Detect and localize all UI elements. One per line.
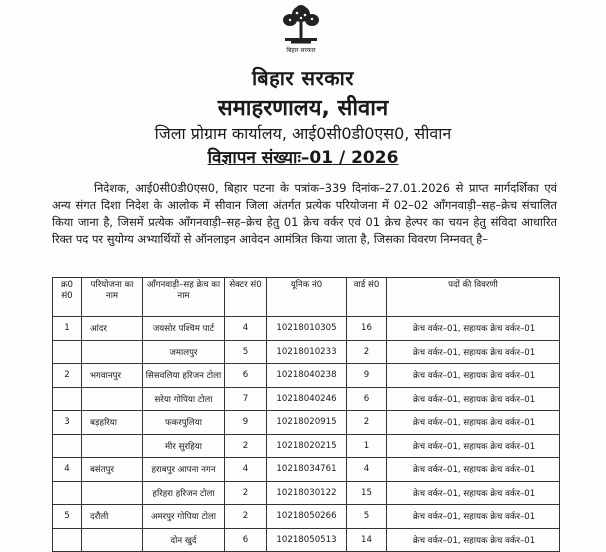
column-header: क्र0 सं0: [53, 278, 82, 317]
office-title: समाहरणालय, सीवान: [217, 96, 389, 121]
table-cell: क्रेच वर्कर–01, सहायक क्रेच वर्कर–01: [387, 505, 560, 529]
table-row: [53, 317, 560, 341]
table-cell: सरेया गोपिया टोला: [143, 387, 225, 411]
table-cell: 5: [225, 340, 267, 364]
advertisement-number: विज्ञापन संख्याः–01 / 2026: [207, 148, 399, 168]
table-row: [53, 387, 560, 411]
table-cell: 1: [347, 434, 387, 458]
table-cell: [53, 340, 82, 364]
table-cell: सिसवलिया हरिजन टोला: [143, 364, 225, 388]
table-cell: क्रेच वर्कर–01, सहायक क्रेच वर्कर–01: [387, 340, 560, 364]
table-cell: 10218010233: [267, 340, 347, 364]
table-cell: 2: [225, 434, 267, 458]
table-row: [53, 434, 560, 458]
table-row: [53, 411, 560, 435]
table-cell: [82, 340, 143, 364]
table-cell: 5: [347, 505, 387, 529]
table-cell: [82, 387, 143, 411]
table-header-row: [53, 278, 560, 317]
department-title: जिला प्रोग्राम कार्यालय, आई0सी0डी0एस0, सीवान: [154, 124, 452, 143]
table-cell: 10218050513: [267, 528, 347, 552]
table-cell: अमरपुर गोपिया टोला: [143, 505, 225, 529]
table-cell: 10218034761: [267, 458, 347, 482]
table-cell: 2: [225, 505, 267, 529]
bihar-emblem: [271, 4, 331, 58]
table-cell: हरिहरा हरिजन टोला: [143, 481, 225, 505]
table-cell: [82, 434, 143, 458]
column-header: आँगनवाड़ी–सह क्रेच का नाम: [143, 278, 225, 317]
table-cell: 10218010305: [267, 317, 347, 341]
table-cell: 1: [53, 317, 82, 341]
table-cell: फकरपुलिया: [143, 411, 225, 435]
table-cell: हराबपुर आपना नगन: [143, 458, 225, 482]
table-cell: 2: [347, 340, 387, 364]
table-cell: [53, 481, 82, 505]
table-cell: 14: [347, 528, 387, 552]
table-cell: 4: [53, 458, 82, 482]
table-cell: 10218040246: [267, 387, 347, 411]
table-cell: 2: [53, 364, 82, 388]
table-row: [53, 340, 560, 364]
table-cell: 10218050266: [267, 505, 347, 529]
table-cell: आंदर: [82, 317, 143, 341]
table-cell: मीर सुरहिया: [143, 434, 225, 458]
table-cell: 6: [347, 387, 387, 411]
table-cell: 9: [225, 411, 267, 435]
table-cell: क्रेच वर्कर–01, सहायक क्रेच वर्कर–01: [387, 387, 560, 411]
table-cell: 9: [347, 364, 387, 388]
table-cell: 16: [347, 317, 387, 341]
table-cell: [82, 481, 143, 505]
table-cell: बसंतपुर: [82, 458, 143, 482]
column-header: सेक्टर सं0: [225, 278, 267, 317]
table-cell: 4: [225, 317, 267, 341]
table-row: [53, 481, 560, 505]
table-cell: 10218020915: [267, 411, 347, 435]
table-cell: क्रेच वर्कर–01, सहायक क्रेच वर्कर–01: [387, 411, 560, 435]
table-cell: दोन खुर्द: [143, 528, 225, 552]
vacancy-table: [52, 277, 560, 552]
notice-paragraph: निदेशक, आई0सी0डी0एस0, बिहार पटना के पत्रांक–339 दिनांक–27.01.2026 से प्राप्त मार्गदर्शिका एवं अन्य संगत दिशा निदेश के आलोक में सीवान जिला अंतर्गत प्रत्येक परियोजना में 02–02 आँगनवाड़ी–सह–क्रेच संचालित किया जाना है, जिसमें प्रत्येक आँगनवाड़ी–सह–क्रेच हेतु 01 क्रेच वर्कर एवं 01 क्रेच हेल्पर का चयन हेतु संविदा आधारित रिक्त पद पर सुयोग्य अभ्यार्थियों से ऑनलाइन आवेदन आमंत्रित किया जाता है, जिसका विवरण निम्नवत् है–: [52, 181, 557, 246]
table-row: [53, 364, 560, 388]
table-cell: क्रेच वर्कर–01, सहायक क्रेच वर्कर–01: [387, 458, 560, 482]
table-cell: क्रेच वर्कर–01, सहायक क्रेच वर्कर–01: [387, 481, 560, 505]
table-cell: 4: [347, 458, 387, 482]
table-cell: भगवानपुर: [82, 364, 143, 388]
table-cell: क्रेच वर्कर–01, सहायक क्रेच वर्कर–01: [387, 364, 560, 388]
column-header: वार्ड सं0: [347, 278, 387, 317]
table-cell: बड़हरिया: [82, 411, 143, 435]
table-cell: 3: [53, 411, 82, 435]
table-cell: 6: [225, 528, 267, 552]
table-cell: 5: [53, 505, 82, 529]
table-row: [53, 505, 560, 529]
table-cell: 10218030122: [267, 481, 347, 505]
table-cell: क्रेच वर्कर–01, सहायक क्रेच वर्कर–01: [387, 317, 560, 341]
table-cell: 7: [225, 387, 267, 411]
table-cell: क्रेच वर्कर–01, सहायक क्रेच वर्कर–01: [387, 528, 560, 552]
table-cell: क्रेच वर्कर–01, सहायक क्रेच वर्कर–01: [387, 434, 560, 458]
table-cell: 4: [225, 458, 267, 482]
table-cell: जमालपुर: [143, 340, 225, 364]
bodhi-tree-emblem-icon: [277, 4, 325, 48]
table-cell: [53, 434, 82, 458]
table-cell: 6: [225, 364, 267, 388]
table-row: [53, 458, 560, 482]
table-cell: जयसोर पश्चिम पार्ट: [143, 317, 225, 341]
table-cell: 2: [347, 411, 387, 435]
column-header: यूनिक नं0: [267, 278, 347, 317]
government-title: बिहार सरकार: [252, 66, 354, 90]
table-cell: 15: [347, 481, 387, 505]
table-cell: 2: [225, 481, 267, 505]
table-cell: [53, 387, 82, 411]
column-header: पदों की विवरणी: [387, 278, 560, 317]
table-cell: 10218020215: [267, 434, 347, 458]
column-header: परियोजना का नाम: [82, 278, 143, 317]
table-cell: दरौली: [82, 505, 143, 529]
table-cell: 10218040238: [267, 364, 347, 388]
emblem-caption: बिहार सरकार: [286, 47, 316, 54]
